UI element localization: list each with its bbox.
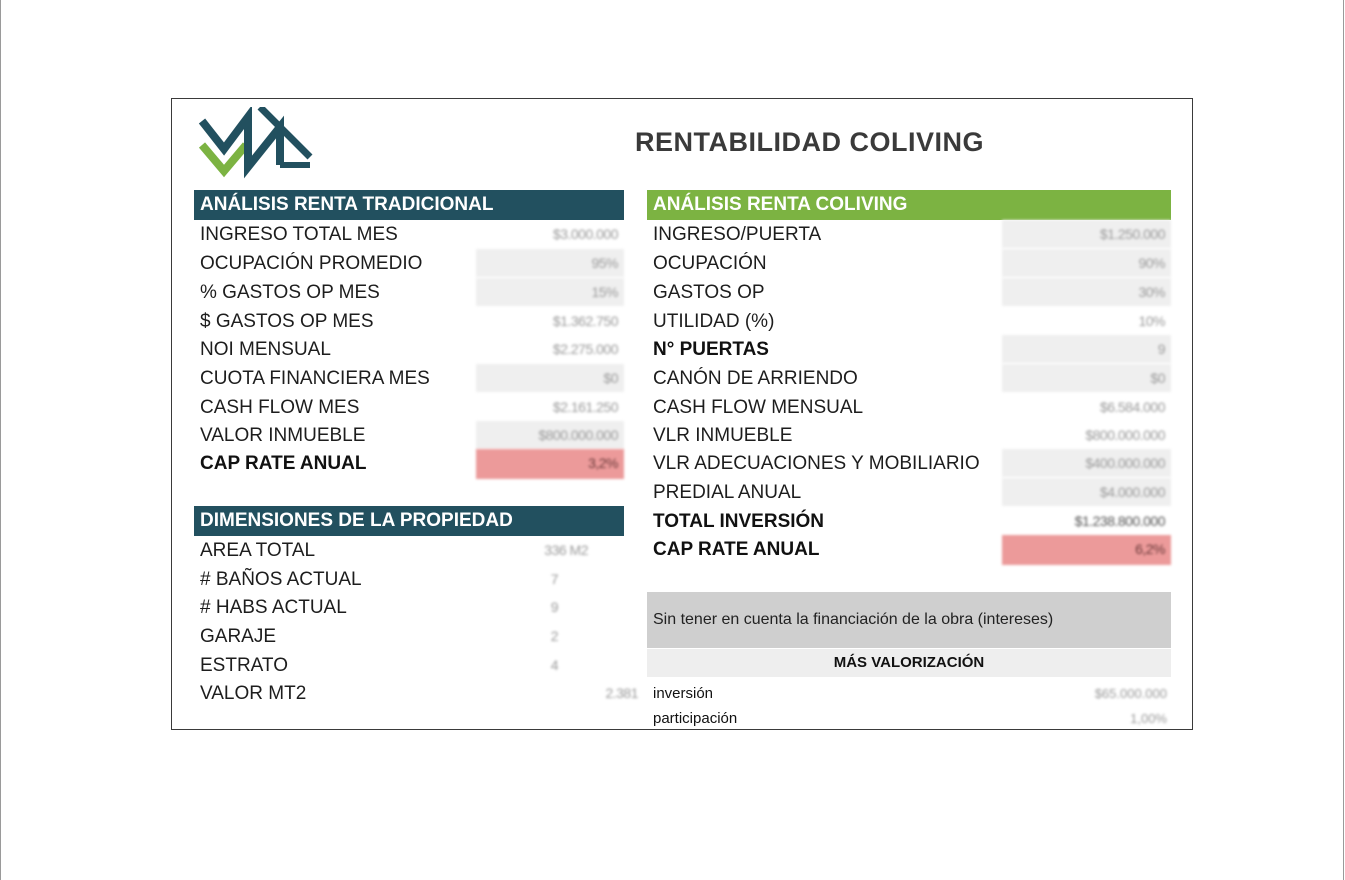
row-label: participación [653, 710, 738, 727]
row-label: # BAÑOS ACTUAL [200, 569, 362, 590]
trad-row-cap-rate [194, 449, 624, 478]
report-sheet [171, 98, 1193, 730]
dimensiones-header: DIMENSIONES DE LA PROPIEDAD [194, 506, 624, 536]
cov-row-gastos-op [647, 278, 1171, 307]
cov-row-predial [647, 478, 1171, 507]
page-title: RENTABILIDAD COLIVING [635, 127, 984, 157]
row-label: # HABS ACTUAL [200, 597, 347, 618]
cap-rate-value: 6,2% [1002, 535, 1171, 565]
financing-note: Sin tener en cuenta la financiación de la obra (intereses) [647, 592, 1171, 648]
row-label: UTILIDAD (%) [653, 311, 775, 332]
row-label: GASTOS OP [653, 282, 765, 303]
cap-rate-value: 3,2% [476, 449, 624, 479]
row-value: 336 M2 [544, 542, 588, 558]
row-label: GARAJE [200, 626, 277, 647]
row-value: 30% [1002, 278, 1171, 306]
row-value: $1.362.750 [552, 313, 618, 329]
row-value: 10% [1138, 313, 1165, 329]
row-label: OCUPACIÓN PROMEDIO [200, 253, 423, 274]
row-value: 95% [476, 249, 624, 277]
cov-row-utilidad [647, 307, 1171, 336]
dim-row-valor-mt2 [194, 679, 638, 708]
trad-row-cuota [194, 364, 624, 393]
row-label: NOI MENSUAL [200, 339, 331, 360]
trad-row-ocupacion [194, 249, 624, 278]
trad-row-ingreso [194, 220, 624, 249]
cov-row-canon [647, 364, 1171, 393]
row-label: AREA TOTAL [200, 540, 316, 561]
trad-row-cashflow [194, 393, 624, 422]
row-value: $2.275.000 [552, 341, 618, 357]
row-value: $65.000.000 [1094, 686, 1167, 701]
row-label: % GASTOS OP MES [200, 282, 380, 303]
row-label: CASH FLOW MENSUAL [653, 397, 864, 418]
row-label: INGRESO/PUERTA [653, 224, 822, 245]
row-label: VALOR INMUEBLE [200, 425, 366, 446]
row-value: 15% [476, 278, 624, 306]
trad-row-noi [194, 335, 624, 364]
cov-row-vlr-adecuaciones [647, 449, 1171, 478]
row-value: $400.000.000 [1002, 449, 1171, 477]
row-label: ESTRATO [200, 655, 288, 676]
row-label: CAP RATE ANUAL [200, 453, 367, 474]
row-label: VLR ADECUACIONES Y MOBILIARIO [653, 453, 980, 474]
cov-row-ocupacion [647, 249, 1171, 278]
row-value: $6.584.000 [1099, 399, 1165, 415]
row-value: $2.161.250 [552, 399, 618, 415]
row-label: PREDIAL ANUAL [653, 482, 802, 503]
trad-row-valor-inmueble [194, 421, 624, 450]
row-value: 9 [550, 599, 558, 615]
row-value: $800.000.000 [1085, 427, 1165, 443]
row-label: CANÓN DE ARRIENDO [653, 368, 858, 389]
tradicional-header: ANÁLISIS RENTA TRADICIONAL [194, 190, 624, 220]
cov-row-cap-rate [647, 535, 1171, 564]
dim-row-estrato [194, 651, 624, 680]
dim-row-banos [194, 565, 624, 594]
cov-row-puertas [647, 335, 1171, 364]
cov-row-total-inversion [647, 507, 1171, 536]
row-value: 9 [1002, 335, 1171, 363]
row-label: N° PUERTAS [653, 339, 769, 360]
row-label: VALOR MT2 [200, 683, 307, 704]
cov-row-ingreso-puerta [647, 220, 1171, 249]
mas-valorizacion-header: MÁS VALORIZACIÓN [647, 649, 1171, 677]
row-label: OCUPACIÓN [653, 253, 767, 274]
row-value: $3.000.000 [552, 226, 618, 242]
row-label: inversión [653, 685, 714, 702]
row-value: 2.381 [605, 685, 638, 701]
mas-val-row-inversion [647, 682, 1171, 706]
row-label: CUOTA FINANCIERA MES [200, 368, 430, 389]
row-label: CAP RATE ANUAL [653, 539, 820, 560]
cov-row-cashflow [647, 393, 1171, 422]
dim-row-garaje [194, 622, 624, 651]
row-value: 7 [550, 571, 558, 587]
row-value: $0 [476, 364, 624, 392]
row-value: 1,00% [1130, 711, 1167, 726]
cov-row-vlr-inmueble [647, 421, 1171, 450]
trad-row-gastos [194, 307, 624, 336]
row-value: 90% [1002, 249, 1171, 277]
page-edge-left [0, 0, 1, 880]
row-value: 2 [550, 628, 558, 644]
mas-val-row-participacion [647, 707, 1171, 731]
row-value: $0 [1002, 364, 1171, 392]
row-value: $1.250.000 [1002, 220, 1171, 248]
row-label: CASH FLOW MES [200, 397, 360, 418]
row-label: VLR INMUEBLE [653, 425, 793, 446]
dim-row-habs [194, 593, 624, 622]
row-value: $800.000.000 [476, 421, 624, 449]
row-label: TOTAL INVERSIÓN [653, 511, 825, 532]
vn-house-logo-icon [198, 107, 316, 181]
page-edge-right [1343, 0, 1344, 880]
row-value: 4 [550, 657, 558, 673]
row-value: $4.000.000 [1002, 478, 1171, 506]
trad-row-pct-gastos [194, 278, 624, 307]
row-value: $1.238.800.000 [1074, 513, 1165, 529]
row-label: $ GASTOS OP MES [200, 311, 374, 332]
row-label: INGRESO TOTAL MES [200, 224, 398, 245]
coliving-header: ANÁLISIS RENTA COLIVING [647, 190, 1171, 220]
dim-row-area [194, 536, 624, 565]
